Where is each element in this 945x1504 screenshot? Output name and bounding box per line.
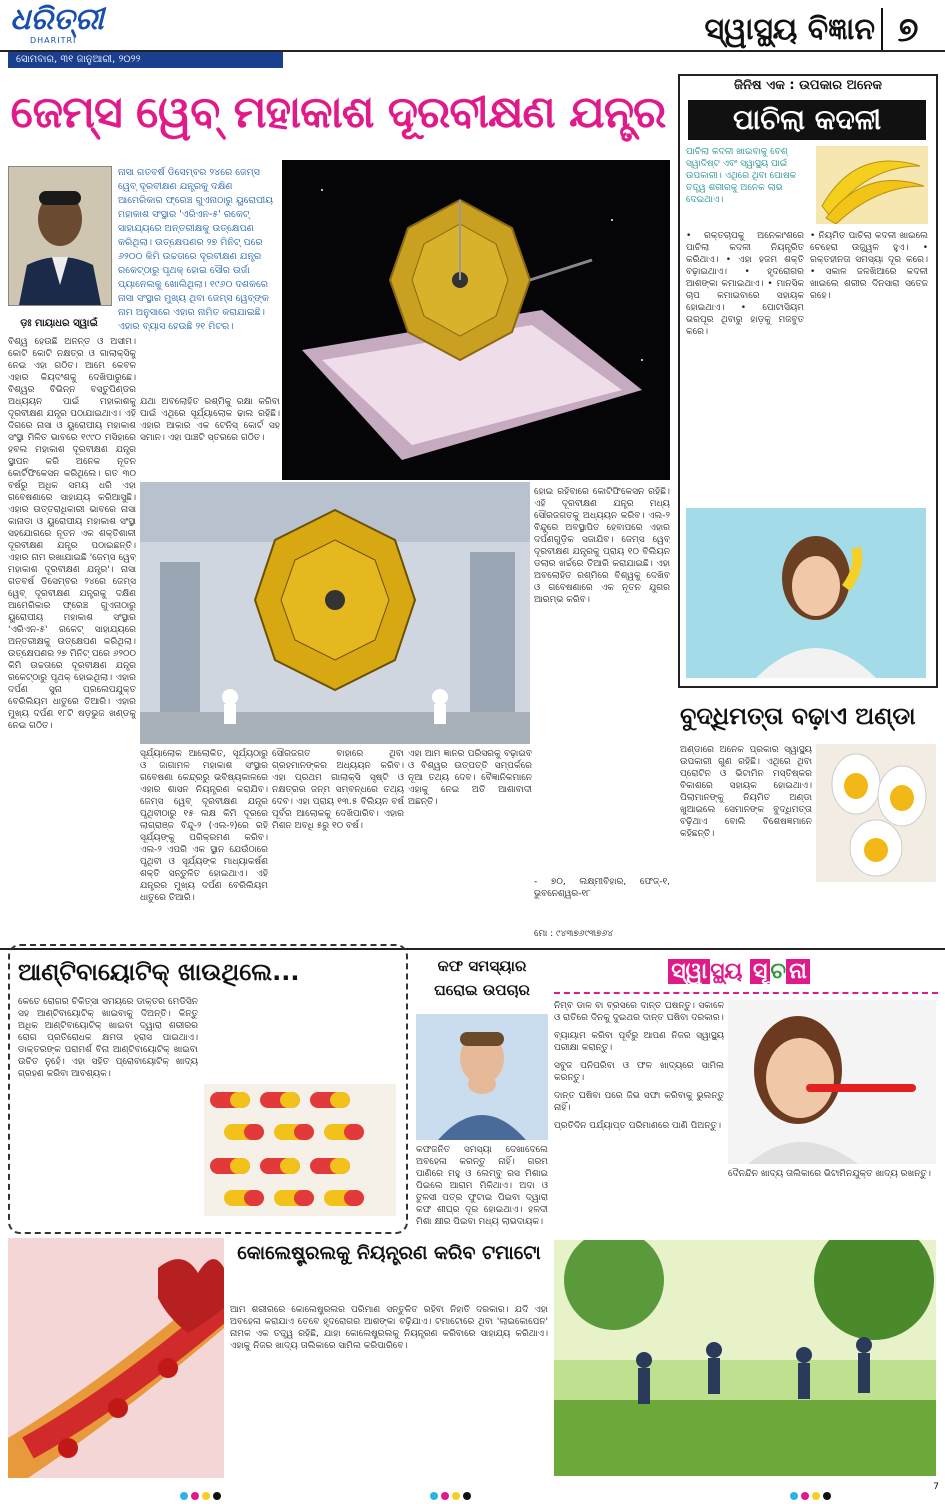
author-caption: ଡ଼ଃ ମାୟାଧର ସ୍ୱାଇଁ	[20, 318, 98, 329]
mirror-in-cleanroom-icon	[140, 482, 530, 744]
reg-marks-left	[180, 1485, 224, 1504]
antibiotic-body: କେତେ ରୋଗର ଚିକିତ୍ସା ସମୟରେ ଡାକ୍ତର ମେଡିସିନ ସହ ଆଣ୍ଟିବାୟୋଟିକ୍ ଖାଇବାକୁ ଦିଅନ୍ତି। କିନ୍ତୁ ଅଧିକ ଆଣ୍ଟିବାୟୋଟିକ୍ ଖାଇବା ଦ୍ୱାରା ଶରୀରର ରୋଗ ପ୍ରତିରୋଧକ କ୍ଷମତା ହ୍ରାସ ପାଇଥାଏ। ଡାକ୍ତରଙ୍କ ପରାମର୍ଶ ବିନା ଆଣ୍ଟିବାୟୋଟିକ୍ ଖାଇବା ଉଚିତ ନୁହେଁ। ଏହା ସହିତ ପ୍ରୋବାୟୋଟିକ୍ ଖାଦ୍ୟ ଗ୍ରହଣ କରିବା ଆବଶ୍ୟକ।	[18, 997, 198, 1079]
story-col-3b: ଏହା ଆମ ଜ୍ଞାନର ପରିସରକୁ ବଢ଼ାଇବ ଓ ବିଶ୍ୱର ଉତ୍ପତ୍ତି ସମ୍ପର୍କରେ ନୂଆ ତଥ୍ୟ ଦେବ। ବୈଜ୍ଞାନିକମାନେ ଏହାକୁ ନେଇ ଅତି ଆଶାବାଦୀ ଅଛନ୍ତି।	[408, 749, 532, 807]
boiled-eggs-icon	[816, 744, 936, 882]
tips-title-part-5: ନା	[786, 959, 810, 984]
story-col-3: ସୌରଜଗତ ବାହାରେ ଥିବା ଗ୍ରହମାନଙ୍କର ଅଧ୍ୟୟନ କରିବ। ଏହା ପ୍ରଥମ ଗାଲାକ୍ସି ସୃଷ୍ଟି ଓ ନକ୍ଷତ୍ରର ଜନ୍ମ ସମ୍ବନ୍ଧରେ ତଥ୍ୟ ଦେବ। ଏହା ପ୍ରାୟ ୧୩.୫ ବିଲିୟନ ବର୍ଷ ପୂର୍ବର ଆଲୋକକୁ ଦେଖିପାରିବ। ଏହାର ମିଶନ ଅବଧି ୫ରୁ ୧୦ ବର୍ଷ।	[272, 749, 404, 831]
banana-col-1: • ରକ୍ତଚାପକୁ ଅନେକାଂଶରେ ପାଚିଲା କଦଳୀ ନିୟନ୍ତ୍ରିତ କରିଥାଏ। • ଏହା ହଜମ ଶକ୍ତି ବଢ଼ାଇଥାଏ। • ହୃଦରୋଗର ଆଶଙ୍କା କମାଇଥାଏ। • ମାନସିକ ଚାପ କମାଇବାରେ ସହାୟକ ହୋଇଥାଏ। • ପୋଟାସିୟମ ଭରପୂର ଥିବାରୁ ହାଡ଼କୁ ମଜବୁତ କରେ।	[686, 231, 804, 337]
cough-body: କଫଜନିତ ସମସ୍ୟା ଦେଖାଦେଲେ ଅବହେଳା କରନ୍ତୁ ନାହିଁ। ଗରମ ପାଣିରେ ମହୁ ଓ ଲେମ୍ବୁ ରସ ମିଶାଇ ପିଇଲେ ଆରାମ ମିଳିଥାଏ। ଅଦା ଓ ତୁଳସୀ ପତ୍ର ଫୁଟାଇ ପିଇବା ଦ୍ୱାରା କଫ ଶୀଘ୍ର ଦୂର ହୋଇଥାଏ। ହଳଦୀ ମିଶା କ୍ଷୀର ପିଇବା ମଧ୍ୟ ଲାଭଦାୟକ।	[416, 1145, 548, 1227]
masthead-logo	[10, 2, 104, 46]
banana-kicker: ଜିନିଷ ଏକ : ଉପକାର ଅନେକ	[734, 78, 882, 93]
story-intro: ନାସା ଗତବର୍ଷ ଡିସେମ୍ବର ୨୪ରେ ଜେମ୍ସ ୱେବ୍ ଦୂରବୀକ୍ଷଣ ଯନ୍ତ୍ରକୁ ଦକ୍ଷିଣ ଆମେରିକାର ଫ୍ରେଞ୍ଚ ଗୁଏନାଠାରୁ ୟୁରୋପୀୟ ମହାକାଶ ସଂସ୍ଥାର 'ଏରିଏନ-୫' ରକେଟ୍ ସାହାଯ୍ୟରେ ଅନ୍ତରୀକ୍ଷକୁ ଉତ୍କ୍ଷେପଣ କରିଥିଲା। ଉତ୍କ୍ଷେପଣର ୨୭ ମିନିଟ୍ ପରେ ୬୨୦୦ କିମି ଉଚ୍ଚତାରେ ଦୂରବୀକ୍ଷଣ ଯନ୍ତ୍ର ରକେଟ୍‌ଠାରୁ ପୃଥକ୍ ହୋଇ ସୌର ଉର୍ଜା ପ୍ୟାନେଲକୁ ଖୋଲିଥିଲା। ୧୯୬୦ ଦଶକରେ ନାସା ସଂସ୍ଥାର ମୁଖ୍ୟ ଥିବା ଜେମ୍ସ ୱେବ୍‌ଙ୍କ ନାମ ଅନୁସାରେ ଏହାର ନାମିତ କରାଯାଇଛି। ଏହାର ବ୍ୟାସ ହେଉଛି ୨୧ ମିଟର।	[118, 167, 273, 332]
reg-marks-center	[430, 1485, 474, 1504]
telescope-image	[282, 160, 670, 480]
banana-col-2: • ନିୟମିତ ପାଚିଲା କଦଳୀ ଖାଇଲେ ଚେହେରା ଉଜ୍ଜ୍ୱଳ ହୁଏ। • ରକ୍ତହୀନତା ସମସ୍ୟା ଦୂର କରେ। • ସକାଳ ଜଳଖିଆରେ କଦଳୀ ଖାଇଲେ ଶରୀର ଦିନସାରା ସତେଜ ରହେ।	[810, 231, 928, 301]
tip-item: ପ୍ରତିଦିନ ପର୍ଯ୍ୟାପ୍ତ ପରିମାଣରେ ପାଣି ପିଅନ୍ତୁ।	[554, 1121, 722, 1131]
tip-item-extra: ଦୈନନ୍ଦିନ ଖାଦ୍ୟ ତାଲିକାରେ ଭିଟାମିନଯୁକ୍ତ ଖାଦ୍ୟ ରଖନ୍ତୁ।	[728, 1169, 931, 1179]
banana-title: ପାଚିଲା କଦଳୀ	[688, 100, 926, 140]
woman-banana-image	[686, 508, 926, 678]
tip-item: ବ୍ୟାୟାମ କରିବା ପୂର୍ବରୁ ଆପଣ ନିଜର ସ୍ୱାସ୍ଥ୍ୟ ପରୀକ୍ଷା କରାନ୍ତୁ।	[554, 1031, 724, 1053]
park-exercise-icon	[554, 1240, 936, 1476]
logo-subtext: DHARITRI	[30, 36, 77, 45]
logo-text: ଧରିତ୍ରୀ	[10, 2, 104, 37]
egg-image	[816, 744, 936, 882]
story-col-2: ଯଥା ଅବଲୋହିତ ରଶ୍ମିକୁ ରକ୍ଷା କରିବା ପାଇଁ ଏଥିରେ ସୂର୍ଯ୍ୟାଲୋକ ଢାଲ ରହିଛି। ଏହାର ଆକାର ଏକ ଟେନିସ୍ କୋର୍ଟ ସହ ସମାନ। ଏହା ପାଞ୍ଚଟି ସ୍ତରରେ ଗଠିତ।	[140, 397, 280, 443]
author-phone: ମୋ : ୯୪୩୭୬୯୩୭୬୪	[534, 929, 613, 939]
author-portrait-icon	[9, 167, 111, 305]
footer-page-number: 7	[933, 1482, 939, 1492]
tips-list	[554, 1000, 724, 1236]
tips-title-part-1: ସ୍ୱା	[668, 959, 710, 984]
tips-title-part-2: ସ୍ଥ୍ୟ	[710, 959, 743, 984]
health-tips-title	[634, 956, 844, 988]
dateline: ସୋମବାର, ୩୧ ଜାନୁଆରୀ, ୨୦୨୨	[8, 52, 283, 68]
tomato-body: ଆମ ଶରୀରରେ କୋଲେଷ୍ଟ୍ରଲର ପରିମାଣ ସନ୍ତୁଳିତ ରହିବା ନିହାତି ଦରକାର। ଯଦି ଏହା ଅବହେଳା କରାଯାଏ ତେବେ ହୃଦରୋଗର ଆଶଙ୍କା ବଢ଼ିଯାଏ। ଟମାଟୋରେ ଥିବା 'ଲାଇକୋପେନ' ନାମକ ଏକ ତତ୍ତ୍ୱ ରହିଛି, ଯାହା କୋଲେଷ୍ଟ୍ରଲକୁ ନିୟନ୍ତ୍ରଣ କରିବାରେ ସାହାଯ୍ୟ କରିଥାଏ। ଏହାକୁ ନିଜର ଖାଦ୍ୟ ତାଲିକାରେ ସାମିଲ କରିପାରିବେ।	[230, 1305, 548, 1351]
story-col-4: ହୋଇ ରହିବାରେ କୋଟିଫିକେସନ ରହିଛି। ଏହି ଦୂରବୀକ୍ଷଣ ଯନ୍ତ୍ର ମଧ୍ୟ ସୌରଜଗତକୁ ଅଧ୍ୟୟନ କରିବ। ଏଲ-୨ ବିନ୍ଦୁରେ ଅବସ୍ଥାପିତ ହେବାପରେ ଏହାର ଦର୍ପଣଗୁଡ଼ିକ ସଜାଯିବ। ଜେମ୍ସ ୱେବ୍ ଦୂରବୀକ୍ଷଣ ଯନ୍ତ୍ରକୁ ପ୍ରାୟ ୧୦ ବିଲିୟନ ଡଲାର ଖର୍ଚ୍ଚରେ ତିଆରି କରାଯାଇଛି। ଏହା ଅବଲୋହିତ ରଶ୍ମିରେ ବିଶ୍ୱକୁ ଦେଖିବ ଓ ଗବେଷଣାରେ ଏକ ନୂତନ ଯୁଗର ଆରମ୍ଭ କରିବ।	[534, 487, 670, 605]
author-photo	[8, 166, 112, 306]
capsules-icon	[204, 1084, 396, 1216]
tip-item: ଦାନ୍ତ ଘଷିବା ପରେ ଜିଭ ସଫା କରିବାକୁ ଭୁଲନ୍ତୁ ନାହିଁ।	[554, 1091, 724, 1113]
antibiotic-title: ଆଣ୍ଟିବାୟୋଟିକ୍ ଖାଉଥିଲେ...	[18, 958, 300, 986]
health-tips-header	[554, 952, 938, 994]
banana-image	[816, 146, 928, 224]
telescope-in-space-icon	[282, 160, 670, 480]
author-address: - ୭୦, ଲକ୍ଷ୍ମୀବିହାର, ଫେଜ୍-୧, ଭୁବନେଶ୍ୱର-୧୮	[534, 877, 670, 899]
reg-marks-right	[790, 1485, 834, 1504]
woman-brushing-teeth-icon	[728, 1000, 936, 1164]
man-coughing-icon	[416, 1014, 548, 1140]
story-col-1: ବିଶ୍ୱ ହେଉଛି ଅନନ୍ତ ଓ ଅସୀମ। କୋଟି କୋଟି ନକ୍ଷତ୍ର ଓ ଗାଲାକ୍ସିକୁ ନେଇ ଏହା ଗଠିତ। ଆମେ କେବଳ ଏହାର କିୟଦଂଶକୁ ଦେଖିପାରୁଛେ। ବିଶ୍ୱର ବିଭିନ୍ନ ବସ୍ତୁପିଣ୍ଡର ଅଧ୍ୟୟନ ପାଇଁ ମହାକାଶକୁ ଦୂରବୀକ୍ଷଣ ଯନ୍ତ୍ର ପଠାଯାଇଥାଏ। ଏହି ଦିଗରେ ନାସା ଓ ୟୁରୋପୀୟ ମହାକାଶ ସଂସ୍ଥା ମିଳିତ ଭାବରେ ୧୯୯୦ ମସିହାରେ ହବଲ ମହାକାଶ ଦୂରବୀକ୍ଷଣ ଯନ୍ତ୍ର ସ୍ଥାପନ କରି ଅନେକ ନୂତନ କୋର୍ଟିଫିକେସନ କରିଥିଲେ। ଗତ ୩୦ ବର୍ଷରୁ ଅଧିକ ସମୟ ଧରି ଏହା ଗବେଷଣାରେ ସାହାଯ୍ୟ କରିଆସୁଛି। ଏହାର ଉତ୍ତରାଧିକାରୀ ଭାବରେ ନାସା କାନାଡା ଓ ୟୁରୋପୀୟ ମହାକାଶ ସଂସ୍ଥା ସହଯୋଗରେ ନୂତନ ଏକ ଶକ୍ତିଶାଳୀ ଦୂରବୀକ୍ଷଣ ଯନ୍ତ୍ର ପଠାଇଛନ୍ତି। ଏହାର ନାମ ରଖାଯାଇଛି 'ଜେମ୍ସ ୱେବ୍ ମହାକାଶ ଦୂରବୀକ୍ଷଣ ଯନ୍ତ୍ର'। ନାସା ଗତବର୍ଷ ଡିସେମ୍ବର ୨୪ରେ ଜେମ୍ସ ୱେବ୍ ଦୂରବୀକ୍ଷଣ ଯନ୍ତ୍ରକୁ ଦକ୍ଷିଣ ଆମେରିକାର ଫ୍ରେଞ୍ଚ ଗୁଏନାଠାରୁ ୟୁରୋପୀୟ ମହାକାଶ ସଂସ୍ଥାର 'ଏରିଏନ-୫' ରକେଟ୍ ସାହାଯ୍ୟରେ ଅନ୍ତରୀକ୍ଷକୁ ଉତ୍କ୍ଷେପଣ କରିଥିଲା। ଉତ୍କ୍ଷେପଣର ୨୭ ମିନିଟ୍ ପରେ ୬୨୦୦ କିମି ଉଚ୍ଚତାରେ ଦୂରବୀକ୍ଷଣ ଯନ୍ତ୍ର ରକେଟ୍‌ଠାରୁ ପୃଥକ୍ ହୋଇଥିଲା। ଏହାର ଦର୍ପଣ ସୁନା ପ୍ରଲେପଯୁକ୍ତ ବେରିଲିୟମ ଧାତୁରେ ତିଆରି। ଏହାର ମୁଖ୍ୟ ଦର୍ପଣ ୧୮ଟି ଷଡ଼ଭୁଜ ଖଣ୍ଡକୁ ନେଇ ଗଠିତ।	[8, 337, 136, 731]
tips-title-part-3: ସୂ	[750, 959, 770, 984]
footer-registration-marks	[0, 1482, 945, 1497]
main-headline: ଜେମ୍ସ ୱେବ୍ ମହାକାଶ ଦୂରବୀକ୍ଷଣ ଯନ୍ତ୍ର	[10, 87, 666, 138]
story-col-2b: ସୂର୍ଯ୍ୟାଲୋକ ଆଲୋକିତ, ସୂର୍ଯ୍ୟଠାରୁ ଓ ଜାଗାମଳ ମହାକାଶ ସଂସ୍ଥାର ଗବେଷଣା କେନ୍ଦ୍ରରୁ ଭବିଷ୍ୟକାଳରେ ଏହାର ଶାସନ ନିୟନ୍ତ୍ରଣ କରାଯିବ। ଜେମ୍ସ ୱେବ୍ ଦୂରବୀକ୍ଷଣ ଯନ୍ତ୍ର ପୃଥିବୀଠାରୁ ୧୫ ଲକ୍ଷ କିମି ଦୂରରେ ଲାଗ୍ରାଞ୍ଜ ବିନ୍ଦୁ-୨ (ଏଲ-୨)ରେ ରହି ସୂର୍ଯ୍ୟଙ୍କୁ ପରିକ୍ରମଣ କରିବ। ଏଲ-୨ ଏପରି ଏକ ସ୍ଥାନ ଯେଉଁଠାରେ ପୃଥିବୀ ଓ ସୂର୍ଯ୍ୟଙ୍କ ମାଧ୍ୟାକର୍ଷଣ ଶକ୍ତି ସନ୍ତୁଳିତ ହୋଇଥାଏ। ଏହି ଯନ୍ତ୍ରର ମୁଖ୍ୟ ଦର୍ପଣ ବେରିଲିୟମ ଧାତୁରେ ତିଆରି।	[140, 749, 268, 903]
cough-image	[416, 1014, 548, 1140]
artery-image	[8, 1238, 224, 1478]
artery-heart-icon	[8, 1238, 224, 1478]
page-number: ୭	[881, 8, 933, 52]
banana-bunch-icon	[816, 146, 928, 224]
egg-title: ବୁଦ୍ଧିମତ୍ତା ବଢ଼ାଏ ଅଣ୍ଡା	[680, 702, 916, 730]
egg-body: ଅଣ୍ଡାରେ ଅନେକ ପ୍ରକାର ସ୍ୱାସ୍ଥ୍ୟ ଉପକାରୀ ଗୁଣ ରହିଛି। ଏଥିରେ ଥିବା ପ୍ରୋଟିନ ଓ ଭିଟାମିନ ମସ୍ତିଷ୍କର ବିକାଶରେ ସହାୟକ ହୋଇଥାଏ। ପିଲାମାନଙ୍କୁ ନିୟମିତ ଅଣ୍ଡା ଖୁଆଇଲେ ସେମାନଙ୍କ ବୁଦ୍ଧିମତ୍ତା ବଢ଼ିଥାଏ ବୋଲି ବିଶେଷଜ୍ଞମାନେ କହିଛନ୍ତି।	[680, 745, 812, 839]
lab-telescope-image	[140, 482, 530, 744]
tips-title-part-4: ଚ	[770, 959, 787, 984]
cough-title: କଫ ସମସ୍ୟାର ଘରୋଇ ଉପଚାର	[434, 957, 530, 999]
exercise-image	[554, 1240, 936, 1476]
toothbrush-image	[728, 1000, 936, 1164]
banana-intro: ପାଚିଲା କଦଳୀ ଖାଇବାକୁ ବେଶ୍ ସ୍ୱାଦିଷ୍ଟ ଏବଂ ସ୍ୱାସ୍ଥ୍ୟ ପାଇଁ ଉପକାରୀ। ଏଥିରେ ଥିବା ପୋଷକ ତତ୍ତ୍ୱ ଶରୀରକୁ ଅନେକ ଲାଭ ଦେଇଥାଏ।	[686, 147, 797, 205]
section-title: ସ୍ୱାସ୍ଥ୍ୟ ବିଜ୍ଞାନ	[704, 12, 875, 47]
tip-item: ସବୁଜ ପନିପରିବା ଓ ଫଳ ଖାଦ୍ୟରେ ସାମିଲ କରନ୍ତୁ।	[554, 1061, 724, 1083]
tip-item: ନିମ୍ବ ଡାଳ ବା ବ୍ରସରେ ଦାନ୍ତ ଘଷନ୍ତୁ। ସକାଳେ ଓ ରାତିରେ ଦିନକୁ ଦୁଇଥର ଦାନ୍ତ ଘଷିବା ଦରକାର।	[554, 1001, 724, 1023]
woman-eating-banana-icon	[686, 508, 926, 678]
tomato-title: କୋଲେଷ୍ଟ୍ରଲକୁ ନିୟନ୍ତ୍ରଣ କରିବ ଟମାଟୋ	[237, 1242, 541, 1264]
capsules-image	[204, 1084, 396, 1216]
